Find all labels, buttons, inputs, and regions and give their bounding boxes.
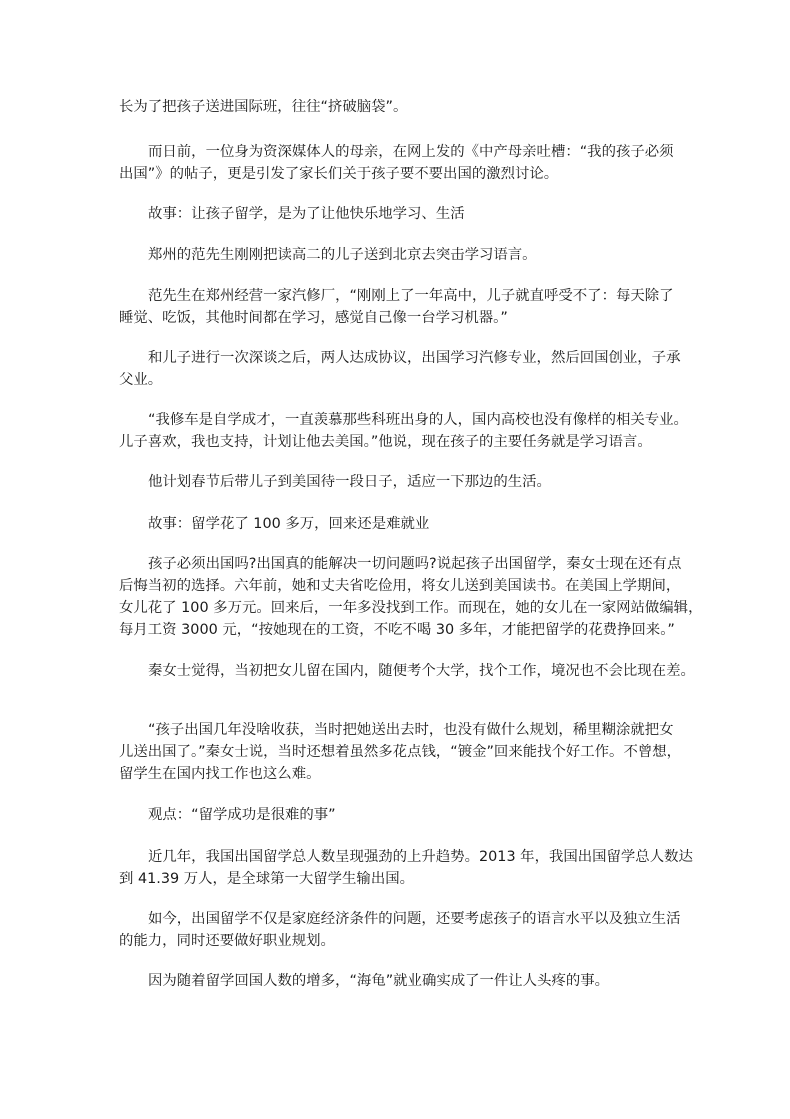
paragraph-line: 他计划春节后带儿子到美国待一段日子，适应一下那边的生活。 — [148, 474, 551, 490]
paragraph-line: 因为随着留学回国人数的增多，“海龟”就业确实成了一件让人头疼的事。 — [148, 973, 610, 989]
paragraph-line: 郑州的范先生刚刚把读高二的儿子送到北京去突击学习语言。 — [148, 247, 537, 263]
paragraph-line: 孩子必须出国吗?出国真的能解决一切问题吗?说起孩子出国留学，秦女士现在还有点 — [148, 556, 682, 572]
paragraph-line: 出国”》的帖子，更是引发了家长们关于孩子要不要出国的激烈讨论。 — [119, 166, 559, 182]
paragraph-line: 父业。 — [119, 372, 163, 388]
paragraph — [119, 846, 693, 890]
paragraph — [119, 719, 682, 785]
paragraph — [119, 660, 695, 682]
paragraph-line: 后悔当初的选择。六年前，她和丈夫省吃俭用，将女儿送到美国读书。在美国上学期间， — [119, 578, 681, 594]
paragraph — [119, 96, 679, 118]
paragraph — [119, 970, 679, 992]
paragraph — [119, 553, 703, 641]
paragraph — [119, 471, 679, 493]
paragraph-line: “孩子出国几年没啥收获，当时把她送出去时，也没有做什么规划，稀里糊涂就把女 — [148, 722, 674, 738]
paragraph — [119, 804, 679, 826]
paragraph — [119, 409, 688, 453]
paragraph-line: 到 41.39 万人，是全球第一大留学生输出国。 — [119, 871, 414, 887]
paragraph — [119, 203, 679, 225]
paragraph-line: 近几年，我国出国留学总人数呈现强劲的上升趋势。2013 年，我国出国留学总人数达 — [148, 849, 693, 865]
paragraph-line: 留学生在国内找工作也这么难。 — [119, 766, 321, 782]
paragraph-line: 故事：让孩子留学，是为了让他快乐地学习、生活 — [148, 206, 465, 222]
paragraph — [119, 285, 679, 329]
paragraph — [119, 347, 679, 391]
paragraph-line: 睡觉、吃饭，其他时间都在学习，感觉自己像一台学习机器。” — [119, 310, 508, 326]
paragraph-line: 观点：“留学成功是很难的事” — [148, 807, 336, 823]
paragraph — [119, 244, 679, 266]
paragraph-line: 儿子喜欢，我也支持，计划让他去美国。”他说，现在孩子的主要任务就是学习语言。 — [119, 434, 652, 450]
paragraph-line: 而日前，一位身为资深媒体人的母亲，在网上发的《中产母亲吐槽：“我的孩子必须 — [148, 144, 674, 160]
paragraph-line: 秦女士觉得，当初把女儿留在国内，随便考个大学，找个工作，境况也不会比现在差。 — [148, 663, 695, 679]
paragraph-line: 每月工资 3000 元，“按她现在的工资，不吃不喝 30 多年，才能把留学的花费挣回来。” — [119, 622, 675, 638]
paragraph-line: 和儿子进行一次深谈之后，两人达成协议，出国学习汽修专业，然后回国创业，子承 — [148, 350, 681, 366]
paragraph — [119, 908, 679, 952]
paragraph-line: 故事：留学花了 100 多万，回来还是难就业 — [148, 516, 430, 532]
paragraph-line: 儿送出国了。”秦女士说，当时还想着虽然多花点钱，“镀金”回来能找个好工作。不曾想， — [119, 744, 682, 760]
paragraph-line: 长为了把孩子送进国际班，往往“挤破脑袋”。 — [119, 99, 408, 115]
paragraph-line: 范先生在郑州经营一家汽修厂，“刚刚上了一年高中，儿子就直呼受不了：每天除了 — [148, 288, 674, 304]
paragraph-line: 的能力，同时还要做好职业规划。 — [119, 933, 335, 949]
paragraph — [119, 513, 679, 535]
paragraph-line: 如今，出国留学不仅是家庭经济条件的问题，还要考虑孩子的语言水平以及独立生活 — [148, 911, 681, 927]
paragraph-line: “我修车是自学成才，一直羡慕那些科班出身的人，国内高校也没有像样的相关专业。 — [148, 412, 688, 428]
paragraph — [119, 141, 679, 185]
paragraph-line: 女儿花了 100 多万元。回来后，一年多没找到工作。而现在，她的女儿在一家网站做编辑， — [119, 600, 703, 616]
